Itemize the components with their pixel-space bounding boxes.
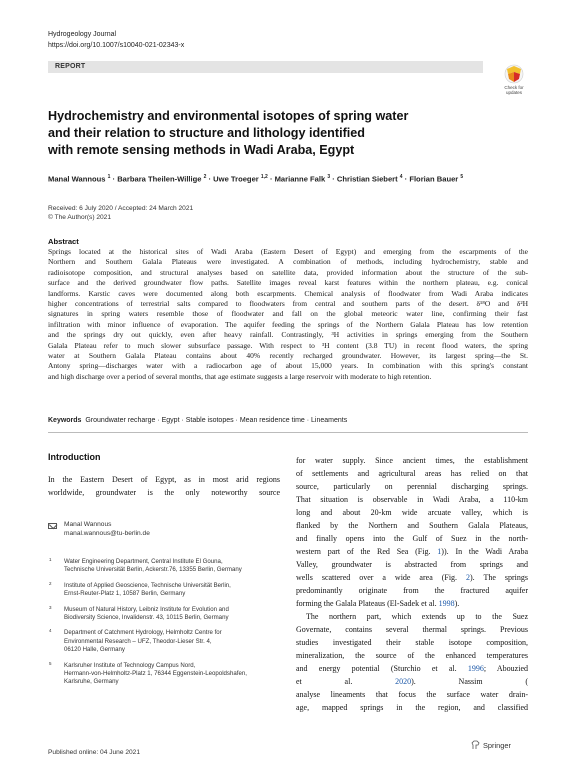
abstract-line: radioisotope composition, and structural analyses based on satellite data, provided information about the structure of the sub- [48, 267, 528, 277]
paragraph-line [296, 701, 528, 714]
line-text: predominantly originate from the fractured aquifer [296, 586, 528, 595]
line-text: mineralization, the source of the enhanced temperatures [296, 651, 528, 660]
paragraph-line [296, 610, 528, 623]
abstract-body [48, 247, 528, 382]
line-text: ). [454, 599, 460, 608]
paragraph-line [296, 688, 528, 701]
line-text: long and about 20-km wide arcuate valley, which is [296, 508, 528, 517]
crossmark-label: updates [505, 90, 522, 95]
line-text: of settlements and agricultural areas has relied on that [296, 469, 528, 478]
line-text: Valley, groundwater is abstracted from springs and [296, 560, 528, 569]
copyright-notice: © The Author(s) 2021 [48, 214, 112, 221]
line-text: and energy potential (Sturchio et al. [296, 664, 468, 673]
paragraph-line [296, 532, 528, 545]
introduction-left-column [48, 473, 280, 499]
author-affiliation-mark: 1,2 [260, 174, 268, 180]
introduction-right-column [296, 454, 528, 714]
keywords-text: Groundwater recharge · Egypt · Stable isotopes · Mean residence time · Lineaments [85, 417, 348, 424]
affiliation-line: Ernst-Reuter-Platz 1, 10587 Berlin, Germany [64, 590, 186, 598]
affiliation-line: Karlsruhe, Germany [64, 678, 119, 686]
author-affiliation-mark: 2 [203, 174, 207, 180]
divider [48, 432, 528, 433]
affiliation-item [48, 662, 288, 687]
author-affiliation-mark: 5 [460, 174, 464, 180]
affiliation-line: Environmental Research – UFZ, Theodor-Lieser Str. 4, [64, 637, 212, 645]
affiliation-line: 06120 Halle, Germany [64, 646, 125, 654]
citation-link[interactable]: 2020 [395, 677, 412, 686]
affiliation-line: Department of Catchment Hydrology, Helmholtz Centre for [64, 629, 222, 637]
paragraph-line [296, 571, 528, 584]
abstract-line: and the springs dry out quickly, even after heavy rainfall. Contrastingly, ³H activities in springs emerging from the Southern [48, 330, 528, 340]
introduction-heading: Introduction [48, 452, 101, 462]
paragraph-line [296, 649, 528, 662]
paragraph-line [296, 454, 528, 467]
citation-link[interactable]: 1996 [467, 664, 484, 673]
article-title [48, 108, 488, 159]
line-text: age, mapped springs in the region, and classified [296, 703, 528, 712]
author-affiliation-mark: 1 [107, 174, 111, 180]
doi-link[interactable]: https://doi.org/10.1007/s10040-021-02343-x [48, 42, 185, 49]
line-text: source, particularly on perennial discharging springs. [296, 482, 528, 491]
keywords-label: Keywords [48, 417, 82, 424]
affiliation-number: 5 [49, 660, 52, 666]
affiliation-number: 2 [49, 580, 52, 586]
paragraph-line: In the Eastern Desert of Egypt, as in most arid regions [48, 475, 280, 484]
published-date: Published online: 04 June 2021 [48, 749, 141, 756]
abstract-line: Galala Plateau refer to much slower subsurface passage. With respect to ³H content (3.8 TU) in recent flood waters, the spring [48, 340, 528, 350]
journal-name: Hydrogeology Journal [48, 31, 117, 38]
title-line: and their relation to structure and lithology identified [48, 126, 365, 140]
paragraph-line [296, 467, 528, 480]
line-text: et al. [296, 677, 396, 686]
line-text: Governate, contains several thermal springs. Previous [296, 625, 528, 634]
mail-icon [48, 523, 57, 529]
paragraph-line [296, 480, 528, 493]
citation-link[interactable]: 2 [466, 573, 471, 582]
abstract-heading: Abstract [48, 237, 79, 246]
author-affiliation-mark: 3 [327, 174, 331, 180]
abstract-line: higher concentrations of terrestrial salts compared to floodwaters from central and southern parts of the desert. δ¹⁸O and δ²H [48, 299, 528, 309]
line-text: western part of the Red Sea (Fig. [296, 547, 438, 556]
author-name[interactable]: Barbara Theilen-Willige [117, 174, 202, 184]
affiliation-number: 4 [49, 628, 52, 634]
contact-name: Manal Wannous [64, 521, 112, 528]
author-list: Manal Wannous $^1$ · Barbara Theilen-Willige $^2$ · Uwe Troeger $^{1,2}$ · Marianne Falk $^3$ · Christian Siebert $^4$ · Florian Bauer $^5$ [48, 174, 464, 184]
paragraph-line [296, 636, 528, 649]
affiliation-line: Biodiversity Science, Invalidenstr. 43, 10115 Berlin, Germany [64, 614, 229, 622]
affiliation-line: Museum of Natural History, Leibniz Institute for Evolution and [64, 605, 229, 613]
citation-link[interactable]: 1 [437, 547, 442, 556]
paragraph-line [296, 519, 528, 532]
publisher-name: Springer [483, 741, 511, 750]
line-text: ). The springs [470, 573, 529, 582]
paragraph-line: worldwide, groundwater is the only noteworthy source [48, 488, 280, 497]
line-text: That situation is observable in Wadi Araba, a 110-km [296, 495, 528, 504]
line-text: for water supply. Since ancient times, the establishment [296, 456, 528, 465]
publisher-logo [483, 741, 511, 750]
abstract-line: Northern and Southern Galala Plateaus were investigated. A combination of methods, including hydrochemistry, stable and [48, 257, 528, 267]
abstract-line: signatures in spring waters resemble those of floodwater and fall on the global meteoric water line, confirming their fast [48, 309, 528, 319]
citation-link[interactable]: 1998 [438, 599, 455, 608]
paragraph-line [296, 545, 528, 558]
abstract-line: water at Southern Galala Plateau contains about 40% recently recharged groundwater. However, its largest spring—the St. [48, 351, 528, 361]
abstract-line: Antony spring—discharges water with a radiocarbon age of about 15,000 years. In combination with this spring's constant [48, 361, 528, 371]
received-dates: Received: 6 July 2020 / Accepted: 24 March 2021 [48, 205, 194, 212]
springer-horse-icon [471, 740, 480, 750]
affiliation-item [48, 558, 288, 575]
line-text: ; Abouzied [483, 664, 529, 673]
affiliation-line: Technische Universität Berlin, Ackerstr.76, 13355 Berlin, Germany [64, 566, 242, 574]
paragraph-line [296, 623, 528, 636]
abstract-line: Springs located at the historical sites of Wadi Araba (Eastern Desert of Egypt) and emerging from the escarpments of the [48, 247, 528, 256]
paragraph-line [296, 584, 528, 597]
contact-email[interactable]: manal.wannous@tu-berlin.de [64, 530, 150, 537]
line-text: wells scattered over a wide area (Fig. [296, 573, 467, 582]
paragraph-line [296, 558, 528, 571]
abstract-line: landforms. Karstic caves were documented along both escarpments. Chemical analysis of floodwater from Wadi Araba indicates [48, 288, 528, 298]
line-text: flanked by the Northern and Southern Galala Plateaus, [296, 521, 528, 530]
keywords [48, 417, 347, 424]
paragraph-line [296, 597, 528, 610]
line-text: ). Nassim ( [411, 677, 528, 686]
affiliations [48, 558, 288, 694]
line-text: forming the Galala Plateaus (El-Sadek et al. [296, 599, 439, 608]
line-text: analyse lineaments that focus the surface water drain- [296, 690, 528, 699]
section-bar [48, 61, 483, 73]
author-name[interactable]: Florian Bauer [409, 174, 459, 184]
affiliation-line: Karlsruher Institute of Technology Campus Nord, [64, 661, 196, 669]
author-affiliation-mark: 4 [399, 174, 403, 180]
author-name[interactable]: Manal Wannous [48, 174, 106, 184]
title-line: Hydrochemistry and environmental isotopes of spring water [48, 109, 409, 123]
affiliation-line: Water Engineering Department, Central Institute El Gouna, [64, 558, 223, 565]
author-name[interactable]: Christian Siebert [336, 174, 398, 184]
paragraph-line [296, 493, 528, 506]
crossmark-icon [494, 64, 534, 86]
line-text: studies investigated their stable isotope composition, [296, 638, 528, 647]
abstract-line: and high discharge over a period of several months, that age estimate suggests a large reservoir with moderate to high retention. [48, 371, 432, 381]
paragraph-line [296, 675, 528, 688]
line-text: )). In the Wadi Araba [441, 547, 528, 556]
affiliation-line: Institute of Applied Geoscience, Technische Universität Berlin, [64, 581, 231, 589]
author-name[interactable]: Uwe Troeger [213, 174, 259, 184]
section-label: REPORT [55, 63, 86, 70]
paragraph-line [296, 506, 528, 519]
paragraph-line [296, 662, 528, 675]
title-line: with remote sensing methods in Wadi Araba, Egypt [48, 143, 355, 157]
line-text: and finally opens into the Gulf of Suez in the north- [296, 534, 528, 543]
affiliation-line: Hermann-von-Helmholtz-Platz 1, 76344 Eggenstein-Leopoldshafen, [64, 670, 247, 678]
affiliation-item [48, 629, 288, 654]
abstract-line: surface and the derived groundwater flow paths. Satellite images reveal karst features within the northern plateau, e.g. conical [48, 278, 528, 288]
affiliation-item [48, 606, 288, 623]
abstract-line: infiltration with minor influence of evaporation. The aquifer feeding the springs of the Northern Galala Plateau has low retention [48, 319, 528, 329]
crossmark-label: Check for [504, 85, 524, 90]
line-text: The northern part, which extends up to the Suez [306, 612, 528, 621]
check-for-updates-badge[interactable] [494, 64, 534, 98]
affiliation-item [48, 582, 288, 599]
affiliation-number: 1 [49, 557, 52, 562]
affiliation-number: 3 [49, 604, 52, 610]
author-name[interactable]: Marianne Falk [274, 174, 326, 184]
